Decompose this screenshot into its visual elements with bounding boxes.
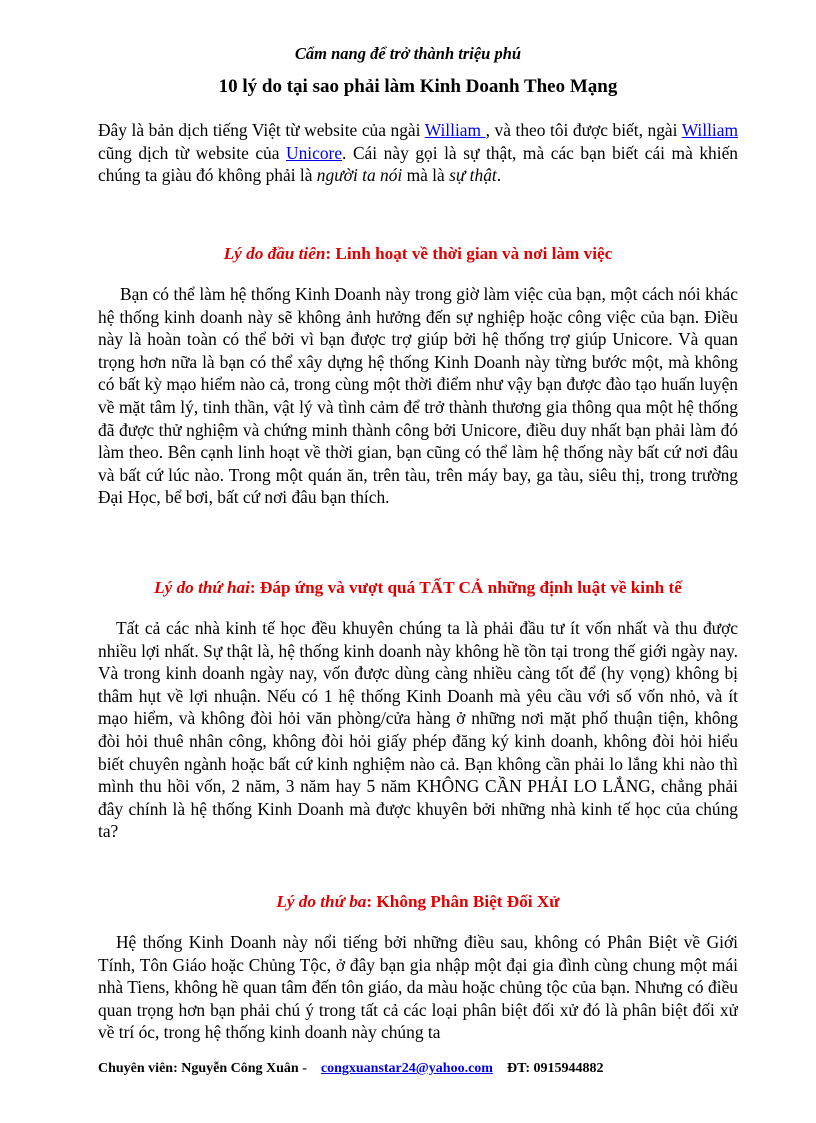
intro-text: Đây là bản dịch tiếng Việt từ website của ngài xyxy=(98,120,425,140)
section-label: Lý do thứ hai xyxy=(154,578,250,597)
section-title: : Không Phân Biệt Đối Xử xyxy=(366,892,560,911)
intro-text: , và theo tôi được biết, ngài xyxy=(485,120,682,140)
footer-email-link[interactable]: congxuanstar24@yahoo.com xyxy=(320,1061,493,1076)
section-heading-1 xyxy=(0,244,816,264)
page-footer xyxy=(98,1061,738,1077)
footer-phone: ĐT: 0915944882 xyxy=(506,1061,604,1076)
section-title: : Đáp ứng và vượt quá TẤT CẢ những định luật về kinh tế xyxy=(249,578,682,597)
intro-emphasis: người ta nói xyxy=(316,165,403,186)
section-title: : Linh hoạt về thời gian và nơi làm việc xyxy=(325,244,613,263)
document-subtitle: Cẩm nang để trở thành triệu phú xyxy=(294,44,522,63)
section-heading-2 xyxy=(0,578,816,598)
intro-text: mà là xyxy=(402,165,450,186)
intro-text: . Cái này gọi là sự thật, mà các bạn biết cái mà khiến chúng ta giàu đó không phải là xyxy=(98,142,738,186)
footer-author: Chuyên viên: Nguyễn Công Xuân - xyxy=(98,1061,307,1076)
intro-text: . xyxy=(496,165,502,186)
document-title: 10 lý do tại sao phải làm Kinh Doanh Theo Mạng xyxy=(218,76,618,97)
section-body-1: Bạn có thể làm hệ thống Kinh Doanh này trong giờ làm việc của bạn, một cách nói khác hệ thống kinh doanh này sẽ không ảnh hưởng đến sự nghiệp hoặc công việc của bạn. Điều này là hoàn toàn có thể bởi vì bạn được trợ giúp bởi hệ thống trợ giúp Unicore. Và quan trọng hơn nữa là bạn có thể xây dựng hệ thống Kinh Doanh này từng bước một, mà không có bất kỳ mạo hiểm nào cả, trong cùng một thời điểm như vậy bạn được đào tạo huấn luyện về mặt tâm lý, tinh thần, vật lý và tình cảm để trở thành thương gia thông qua một hệ thống đã được thử nghiệm và chứng minh thành công bởi Unicore, điều duy nhất bạn phải làm đó làm theo. Bên cạnh linh hoạt về thời gian, bạn cũng có thể làm hệ thống này bất cứ nơi đâu và bất cứ lúc nào. Trong một quán ăn, trên tàu, trên máy bay, ga tàu, siêu thị, trong trường Đại Học, bể bơi, bất cứ nơi đâu bạn thích. xyxy=(98,284,738,508)
section-label: Lý do thứ ba xyxy=(276,892,367,911)
section-body-3: Hệ thống Kinh Doanh này nổi tiếng bởi những điều sau, không có Phân Biệt về Giới Tính, Tôn Giáo hoặc Chủng Tộc, ở đây bạn gia nhập một đại gia đình cùng chung một mái nhà Tiens, không hề quan tâm đến tôn giáo, da màu hoặc chủng tộc của bạn. Nhưng có điều quan trọng hơn bạn phải chú ý trong tất cả các loại phân biệt đối xử đó là phân biệt đối xử về trí óc, trong hệ thống kinh doanh này chúng ta xyxy=(98,932,738,1043)
william-link[interactable]: William xyxy=(424,120,486,140)
unicore-link[interactable]: Unicore xyxy=(286,142,343,163)
intro-paragraph xyxy=(98,119,738,187)
intro-emphasis: sự thật xyxy=(449,165,497,186)
intro-text: cũng dịch từ website của xyxy=(98,142,287,163)
section-heading-3 xyxy=(0,892,816,912)
section-label: Lý do đầu tiên xyxy=(223,244,326,263)
section-body-2: Tất cả các nhà kinh tế học đều khuyên chúng ta là phải đầu tư ít vốn nhất và thu được nhiều lợi nhất. Sự thật là, hệ thống kinh doanh này không hề tồn tại trong thế giới ngày nay. Và trong kinh doanh ngày nay, vốn được dùng càng nhiều càng tốt để (hy vọng) không bị thâm hụt về lợi nhuận. Nếu có 1 hệ thống Kinh Doanh mà yêu cầu với số vốn nhỏ, và ít mạo hiểm, và không đòi hỏi văn phòng/cửa hàng ở những nơi mặt phố thuận tiện, không đòi hỏi thuê nhân công, không đòi hỏi giấy phép đăng ký kinh doanh, không đòi hỏi hiểu biết chuyên ngành hoặc bất cứ kinh nghiệm nào cả. Bạn không cần phải lo lắng khi nào thì mình thu hồi vốn, 2 năm, 3 năm hay 5 năm KHÔNG CẦN PHẢI LO LẮNG, chẳng phải đây chính là hệ thống Kinh Doanh mà được khuyên bởi những nhà kinh tế học của chúng ta? xyxy=(98,618,738,842)
william-link-2[interactable]: William xyxy=(681,120,738,140)
